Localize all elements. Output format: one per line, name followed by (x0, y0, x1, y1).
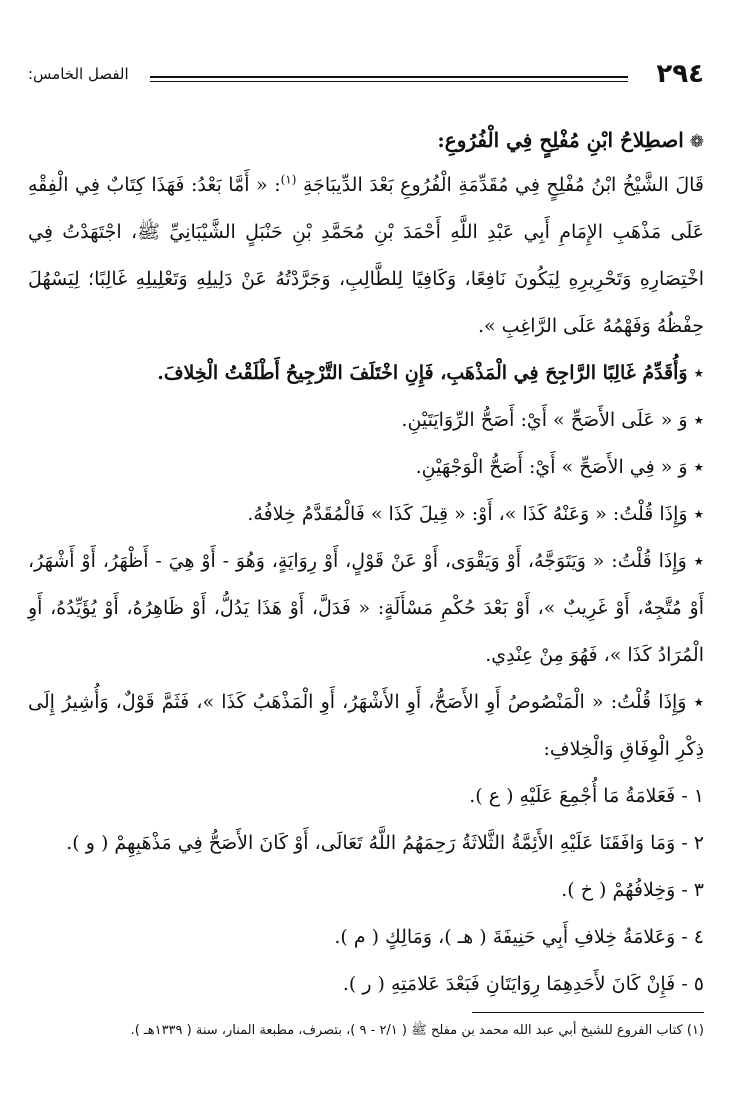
list-dash: - (681, 832, 688, 854)
intro-text-a: قَالَ الشَّيْخُ ابْنُ مُفْلِحٍ فِي مُقَدِّمَةِ الْفُرُوعِ بَعْدَ الدِّيبَاجَةِ (302, 174, 704, 196)
rule-paragraph (28, 350, 704, 397)
page-header (28, 58, 704, 98)
section-heading (28, 120, 704, 162)
rule-marker: ٭ (693, 362, 704, 384)
rule-marker: ٭ (693, 550, 704, 572)
rule-paragraph (28, 444, 704, 491)
rule-paragraph (28, 538, 704, 679)
rule-marker: ٭ (693, 691, 704, 713)
list-text: فَإِنْ كَانَ لأَحَدِهِمَا رِوَايَتَانِ فَبَعْدَ عَلامَتِهِ ( ر ). (342, 973, 676, 995)
list-dash: - (681, 973, 688, 995)
rule-bold-text: أَطْلَقْتُ الْخِلافَ. (157, 362, 280, 384)
rule-marker: ٭ (693, 503, 704, 525)
rule-text: وَ « فِي الأَصَحِّ » أَيْ: أَصَحُّ الْوَجْهَيْنِ. (415, 456, 688, 478)
list-text: وَمَا وَافَقَنَا عَلَيْهِ الأَئِمَّةُ الثَّلاثَةُ رَحِمَهُمُ اللَّهُ تَعَالَى، أَوْ كَانَ الأَصَحُّ فِي مَذْهَبِهِمْ ( و ). (66, 832, 676, 854)
list-text: فَعَلامَةُ مَا أُجْمِعَ عَلَيْهِ ( ع ). (469, 785, 676, 807)
list-dash: - (681, 926, 688, 948)
intro-paragraph (28, 162, 704, 350)
intro-text-b: : « أَمَّا بَعْدُ: فَهَذَا كِتَابٌ فِي الْفِقْهِ عَلَى مَذْهَبِ الإِمَامِ أَبِي عَبْدِ اللَّهِ أَحْمَدَ بْنِ مُحَمَّدِ بْنِ حَنْبَلٍ الشَّيْبَانِيِّ ﷺ، اجْتَهَدْتُ فِي اخْتِصَارِهِ وَتَحْرِيرِهِ لِيَكُونَ نَافِعًا، وَكَافِيًا لِلطَّالِبِ، وَجَرَّدْتُهُ عَنْ دَلِيلِهِ وَتَعْلِيلِهِ غَالِبًا؛ لِيَسْهُلَ حِفْظُهُ وَفَهْمُهُ عَلَى الرَّاغِبِ ». (28, 174, 704, 337)
section-heading-text: اصطِلاحُ ابْنِ مُفْلِحٍ فِي الْفُرُوعِ: (437, 128, 684, 152)
rule-text: وَإِذَا قُلْتُ: « الْمَنْصُوصُ أَوِ الأَصَحُّ، أَوِ الأَشْهَرُ، أَوِ الْمَذْهَبُ كَذَا »، فَثَمَّ قَوْلٌ، وَأُشِيرُ إِلَى ذِكْرِ الْوِفَاقِ وَالْخِلافِ: (28, 691, 704, 760)
rule-text: وَ « عَلَى الأَصَحِّ » أَيْ: أَصَحُّ الرِّوَايَتَيْنِ. (401, 409, 688, 431)
rule-paragraph (28, 679, 704, 773)
chapter-title: الفصل الخامس: (28, 65, 129, 83)
list-text: وَعَلامَةُ خِلافِ أَبِي حَنِيفَةَ ( هـ )، وَمَالِكٍ ( م ). (334, 926, 676, 948)
footnote-marker[interactable]: (١) (280, 172, 297, 187)
rule-text: وَأُقَدِّمُ غَالِبًا الرَّاجِحَ فِي الْمَذْهَبِ، فَإِنِ اخْتَلَفَ التَّرْجِيحُ (285, 362, 688, 384)
list-number: ٣ (693, 879, 704, 901)
page-body (28, 120, 704, 1008)
rule-marker: ٭ (693, 409, 704, 431)
list-number: ١ (693, 785, 704, 807)
list-item (28, 867, 704, 914)
rule-text: وَإِذَا قُلْتُ: « وَيَتَوَجَّهُ، أَوْ وَيَقْوَى، أَوْ عَنْ قَوْلٍ، أَوْ رِوَايَةٍ، وَهُوَ - أَوْ هِيَ - أَظْهَرُ، أَوْ أَشْهَرُ، أَوْ مُتَّجِهٌ، أَوْ غَرِيبٌ »، أَوْ بَعْدَ حُكْمِ مَسْأَلَةٍ: « فَدَلَّ، أَوْ هَذَا يَدُلُّ، أَوْ ظَاهِرُهُ، أَوْ يُؤَيِّدُهُ، أَوِ الْمُرَادُ كَذَا »، فَهُوَ مِنْ عِنْدِي. (28, 550, 704, 666)
list-number: ٤ (693, 926, 704, 948)
rule-paragraph (28, 491, 704, 538)
list-dash: - (681, 879, 688, 901)
list-item (28, 961, 704, 1008)
rule-marker: ٭ (693, 456, 704, 478)
list-number: ٥ (693, 973, 704, 995)
list-item (28, 914, 704, 961)
page-number: ٢٩٤ (656, 59, 704, 89)
list-item (28, 820, 704, 867)
footnote: (١) كتاب الفروع للشيخ أبي عبد الله محمد بن مفلح ﷺ ( ٢/١ - ٩ )، بتصرف، مطبعة المنار، سنة ( ١٣٣٩هـ ). (130, 1023, 704, 1038)
rule-paragraph (28, 397, 704, 444)
rule-text: وَإِذَا قُلْتُ: « وَعَنْهُ كَذَا »، أَوْ: « قِيلَ كَذَا » فَالْمُقَدَّمُ خِلافُهُ. (247, 503, 688, 525)
list-item (28, 773, 704, 820)
header-rule (150, 76, 628, 82)
list-number: ٢ (693, 832, 704, 854)
list-text: وَخِلافُهُمْ ( خ ). (561, 879, 676, 901)
list-dash: - (681, 785, 688, 807)
footnote-rule (472, 1012, 704, 1013)
flower-star-icon: ❁ (689, 132, 704, 152)
